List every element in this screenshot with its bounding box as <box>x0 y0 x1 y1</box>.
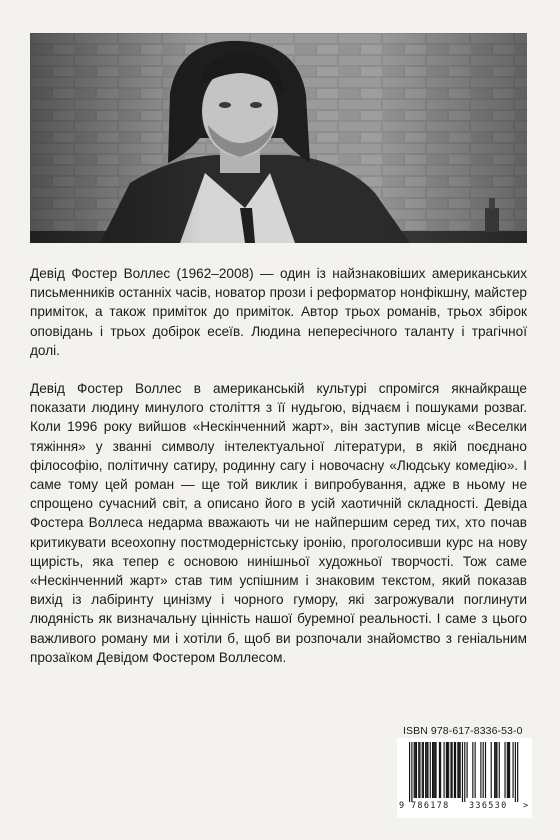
barcode-bar <box>433 742 434 798</box>
barcode-bar <box>414 742 415 798</box>
barcode-bar <box>507 742 508 798</box>
barcode-bar <box>446 742 447 798</box>
barcode-bar <box>483 742 484 798</box>
barcode-bar <box>452 742 453 798</box>
author-bio-paragraph: Девід Фостер Воллес (1962–2008) — один із найзнаковіших американських письменників останніх часів, новатор прози і реформатор нонфікшну, майстер приміток, а також приміток до приміток. Автор трьох романів, трьох збірок оповідань і трьох добірок есеїв. Людина непересічного таланту і трагічної долі. <box>30 266 527 358</box>
barcode-bar <box>496 742 497 798</box>
barcode-bar <box>423 742 424 798</box>
barcode-bar <box>447 742 448 798</box>
barcode-digits-left: 786178 <box>411 801 450 811</box>
book-description-paragraph: Девід Фостер Воллес в американській культурі спромігся якнайкраще показати людину минулого століття з її нудьгою, відчаєм і пошуками розваг. Коли 1996 року вийшов «Нескінченний жарт», він заступив місце «Веселки тяжіння» у званні символу інтелектуальної літератури, в якій поєднано філософію, політичну сатиру, родинну сагу і новочасну «Людську комедію». І саме тому цей роман — ще той виклик і випробування, адже в ньому не спрощено сучасний світ, а описано його в усій хаотичній складності. Девіда Фостера Воллеса недарма вважають чи не найпершим серед тих, хто почав критикувати всеохопну постмодерністську іронію, проголосивши курс на нову щирість, яка тепер є основою нинішньої художньої творчості. Тож саме «Нескінченний жарт» став тим успішним і знаковим текстом, який показав вихід із лабіринту цинізму і чорного гумору, які загрожували поглинути людяність як визначальну цінність нашої буремної реальності. І саме з цього важливого роману ми і хотіли б, щоб ви розпочали знайомство з геніальним прозаїком Девідом Фостером Воллесом. <box>30 381 527 665</box>
barcode <box>397 738 532 818</box>
barcode-bar <box>422 742 423 798</box>
barcode-bar <box>495 742 496 798</box>
barcode-bar <box>494 742 495 798</box>
barcode-bar <box>419 742 420 798</box>
barcode-bar <box>460 742 461 798</box>
barcode-digits <box>397 801 532 815</box>
barcode-bar <box>513 742 514 798</box>
barcode-bar <box>475 742 476 798</box>
barcode-bar <box>491 742 492 798</box>
barcode-bar <box>427 742 428 798</box>
barcode-bar <box>499 742 500 798</box>
barcode-bar <box>457 742 458 798</box>
barcode-bar <box>415 742 416 798</box>
barcode-bar <box>432 742 433 798</box>
barcode-bar <box>439 742 440 798</box>
barcode-bar <box>458 742 459 798</box>
barcode-digit-first: 9 <box>399 801 405 811</box>
barcode-bar <box>425 742 426 798</box>
barcode-bar <box>515 742 516 802</box>
barcode-digits-right: 336530 <box>469 801 508 811</box>
barcode-bar <box>440 742 441 798</box>
barcode-quiet-zone-mark: > <box>523 801 529 811</box>
barcode-bar <box>467 742 468 798</box>
barcode-bar <box>426 742 427 798</box>
barcode-bars <box>397 738 532 802</box>
barcode-bar <box>485 742 486 798</box>
barcode-bar <box>411 742 412 802</box>
barcode-bar <box>409 742 410 802</box>
barcode-bar <box>434 742 435 798</box>
author-portrait-photo <box>30 33 527 243</box>
barcode-bar <box>517 742 518 802</box>
barcode-bar <box>418 742 419 798</box>
barcode-bar <box>462 742 463 802</box>
barcode-bar <box>508 742 509 798</box>
barcode-bar <box>444 742 445 798</box>
barcode-bar <box>448 742 449 798</box>
barcode-bar <box>435 742 436 798</box>
barcode-bar <box>450 742 451 798</box>
barcode-bar <box>455 742 456 798</box>
barcode-bar <box>509 742 510 798</box>
barcode-bar <box>430 742 431 798</box>
barcode-bar <box>480 742 481 798</box>
barcode-bar <box>472 742 473 798</box>
barcode-bar <box>454 742 455 798</box>
barcode-bar <box>504 742 505 798</box>
barcode-bar <box>416 742 417 798</box>
barcode-bar <box>464 742 465 802</box>
isbn-label: ISBN 978-617-8336-53-0 <box>403 725 523 737</box>
